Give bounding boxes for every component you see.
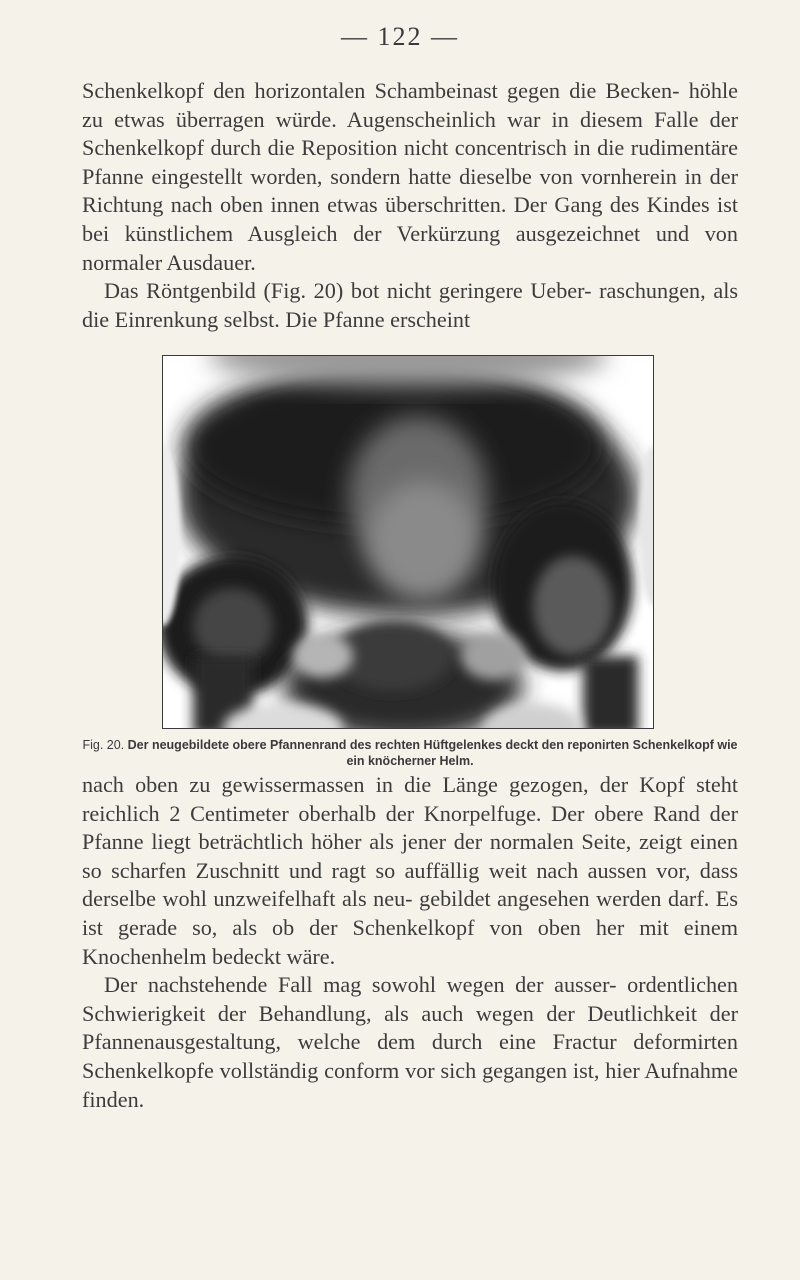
figure-caption <box>82 737 738 769</box>
paragraph: Schenkelkopf den horizontalen Schambeinast gegen die Becken- höhle zu etwas überragen würde. Augenscheinlich war in diesem Falle der Schenkelkopf durch die Reposition nicht concentrisch in die rudimentäre Pfanne eingestellt worden, sondern hatte dieselbe von vornherein in der Richtung nach oben innen etwas überschritten. Der Gang des Kindes ist bei künstlichem Ausgleich der Verkürzung ausgezeichnet und von normaler Ausdauer. <box>82 78 738 275</box>
xray-figure <box>162 355 654 729</box>
figure-caption-text: Der neugebildete obere Pfannenrand des rechten Hüftgelenkes deckt den reponirten Schenkelkopf wie ein knöcherner Helm. <box>127 738 738 768</box>
page-number: — 122 — <box>341 22 459 51</box>
xray-image <box>163 356 653 728</box>
figure-label: Fig. 20. <box>82 738 125 752</box>
paragraph: nach oben zu gewissermassen in die Länge gezogen, der Kopf steht reichlich 2 Centimeter oberhalb der Knorpelfuge. Der obere Rand der Pfanne liegt beträchtlich höher als jener der normalen Seite, zeigt einen so scharfen Zuschnitt und ragt so auffällig weit nach aussen vor, dass derselbe wohl unzweifelhaft als neu- gebildet angesehen werden darf. Es ist gerade so, als ob der Schenkelkopf von oben her mit einem Knochenhelm bedeckt wäre. <box>82 772 738 969</box>
paragraph: Der nachstehende Fall mag sowohl wegen der ausser- ordentlichen Schwierigkeit der Behandlung, als auch wegen der Deutlichkeit der Pfannenausgestaltung, welche dem durch eine Fractur deformirten Schenkelkopfe vollständig conform vor sich gegangen ist, hier Aufnahme finden. <box>82 972 738 1112</box>
bottom-text-block <box>82 771 738 1114</box>
top-text-block <box>82 77 738 334</box>
paragraph: Das Röntgenbild (Fig. 20) bot nicht geringere Ueber- raschungen, als die Einrenkung selbst. Die Pfanne erscheint <box>82 278 738 332</box>
